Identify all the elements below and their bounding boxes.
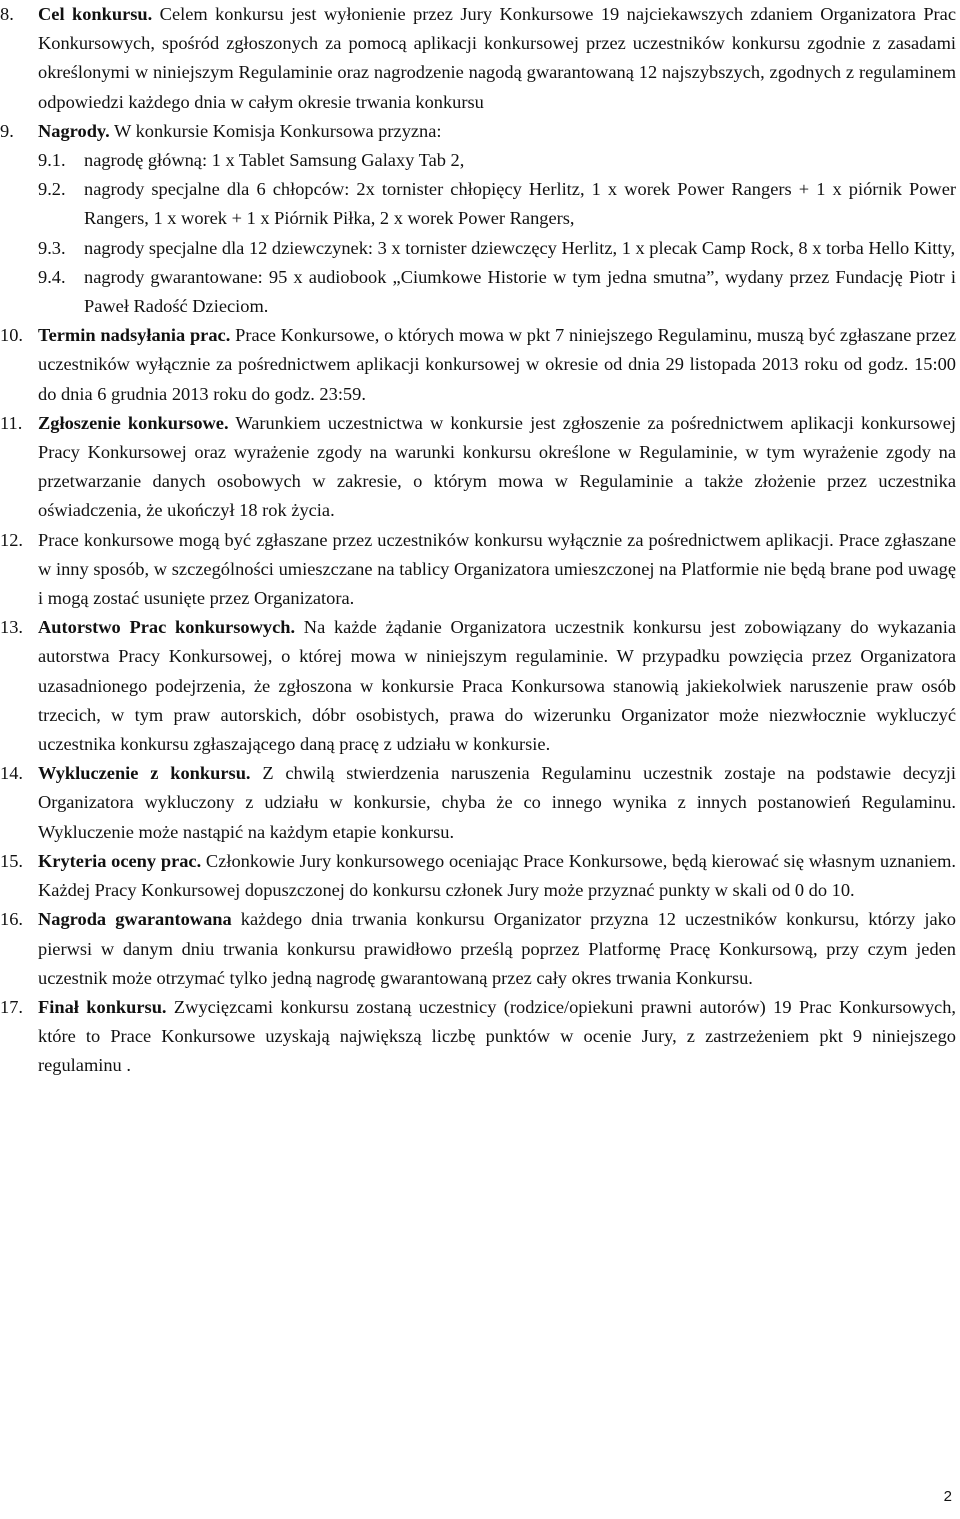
- section-text: Zwycięzcami konkursu zostaną uczestnicy (rodzice/opiekuni prawni autorów) 19 Prac Konkursowych, które to Prace Konkursowe uzyskają największą liczbę punktów w ocenie Jury, z zastrzeżeniem pkt 9 niniejszego regulaminu .: [38, 996, 956, 1076]
- section-number: 15.: [0, 850, 23, 871]
- prize-text: nagrody gwarantowane: 95 x audiobook „Ciumkowe Historie w tym jedna smutna”, wydany przez Fundację Piotr i Paweł Radość Dzieciom.: [84, 266, 956, 317]
- section-11: [0, 409, 956, 526]
- section-title: Cel konkursu.: [38, 4, 153, 24]
- prize-9-4: [0, 263, 956, 321]
- section-title: Termin nadsyłania prac.: [38, 325, 231, 346]
- section-title: Wykluczenie z konkursu.: [38, 763, 251, 784]
- prize-text: nagrodę główną: 1 x Tablet Samsung Galaxy Tab 2,: [84, 150, 465, 171]
- section-title: Nagrody.: [38, 120, 110, 141]
- section-number: 8.: [0, 4, 14, 24]
- section-8: [0, 0, 956, 117]
- section-text: Z chwilą stwierdzenia naruszenia Regulaminu uczestnik zostaje na podstawie decyzji Organizatora wykluczony z udziału w konkursie, chyba że co innego wynika z innych postanowień Regulaminu. Wykluczenie może nastąpić na każdym etapie konkursu.: [38, 763, 956, 842]
- section-number: 12.: [0, 529, 23, 550]
- prize-text: nagrody specjalne dla 6 chłopców: 2x tornister chłopięcy Herlitz, 1 x worek Power Rangers + 1 x piórnik Power Rangers, 1 x worek + 1 x Piórnik Piłka, 2 x worek Power Rangers,: [84, 179, 956, 229]
- prize-number: 9.4.: [38, 266, 66, 287]
- section-number: 11.: [0, 412, 23, 433]
- section-16: [0, 905, 956, 993]
- section-number: 14.: [0, 763, 23, 784]
- section-title: Kryteria oceny prac.: [38, 850, 202, 871]
- section-12: [0, 526, 956, 614]
- prize-number: 9.3.: [38, 237, 66, 258]
- section-15: [0, 847, 956, 905]
- section-17: [0, 993, 956, 1081]
- section-text: Celem konkursu jest wyłonienie przez Jury Konkursowe 19 najciekawszych zdaniem Organizatora Prac Konkursowych, spośród zgłoszonych za pomocą aplikacji konkursowej przez uczestników konkursu zgodnie z zasadami określonymi w niniejszym Regulaminie oraz nagrodzenie nagodą gwarantowaną 12 najszybszych, zgodnych z regulaminem odpowiedzi każdego dnia w całym okresie trwania konkursu: [38, 4, 957, 112]
- section-number: 9.: [0, 120, 14, 141]
- section-13: [0, 613, 956, 759]
- section-text: Członkowie Jury konkursowego oceniając Prace Konkursowe, będą kierować się własnym uznaniem. Każdej Pracy Konkursowej dopuszczonej do konkursu członek Jury może przyznać punkty w skali od 0 do 10.: [38, 850, 957, 901]
- section-text: Na każde żądanie Organizatora uczestnik konkursu jest zobowiązany do wykazania autorstwa Pracy Konkursowej, o której mowa w niniejszym regulaminie. W przypadku powzięcia przez Organizatora uzasadnionego podejrzenia, że zgłoszona w konkursie Praca Konkursowa stanowią jakiekolwiek naruszenie praw osób trzecich, w tym praw autorskich, dóbr osobistych, prawa do wizerunku Organizator może niezwłocznie wykluczyć uczestnika konkursu zgłaszającego daną pracę z udziału w konkursie.: [38, 617, 956, 755]
- section-title: Zgłoszenie konkursowe.: [38, 412, 229, 433]
- prize-number: 9.2.: [38, 179, 66, 200]
- prize-number: 9.1.: [38, 150, 66, 171]
- section-9: [0, 117, 956, 146]
- section-10: [0, 321, 956, 409]
- section-title: Nagroda gwarantowana: [38, 909, 232, 930]
- prize-9-3: [0, 234, 956, 263]
- section-text: każdego dnia trwania konkursu Organizator przyzna 12 uczestników konkursu, którzy jako pierwsi w danym dniu trwania konkursu prawidłowo prześlą poprzez Platformę Pracę Konkursową, przy czym jeden uczestnik może otrzymać tylko jedną nagrodę gwarantowaną przez cały okres trwania Konkursu.: [38, 909, 956, 988]
- section-title: Finał konkursu.: [38, 996, 167, 1017]
- section-text: Prace konkursowe mogą być zgłaszane przez uczestników konkursu wyłącznie za pośrednictwem aplikacji. Prace zgłaszane w inny sposób, w szczególności umieszczane na tablicy Organizatora umieszczonej na Platformie nie będą brane pod uwagę i mogą zostać usunięte przez Organizatora.: [38, 529, 956, 609]
- section-14: [0, 759, 956, 847]
- section-title: Autorstwo Prac konkursowych.: [38, 617, 296, 638]
- prize-9-2: [0, 175, 956, 233]
- page-number: 2: [943, 1488, 952, 1505]
- section-number: 13.: [0, 617, 23, 638]
- section-text: Prace Konkursowe, o których mowa w pkt 7 niniejszego Regulaminu, muszą być zgłaszane przez uczestników wyłącznie za pośrednictwem aplikacji konkursowej w okresie od dnia 29 listopada 2013 roku od godz. 15:00 do dnia 6 grudnia 2013 roku do godz. 23:59.: [38, 325, 956, 404]
- section-number: 10.: [0, 325, 23, 346]
- section-text: W konkursie Komisja Konkursowa przyzna:: [109, 120, 442, 141]
- prize-text: nagrody specjalne dla 12 dziewczynek: 3 x tornister dziewczęcy Herlitz, 1 x plecak Camp Rock, 8 x torba Hello Kitty,: [84, 237, 956, 258]
- section-text: Warunkiem uczestnictwa w konkursie jest zgłoszenie za pośrednictwem aplikacji konkursowej Pracy Konkursowej oraz wyrażenie zgody na warunki konkursu określone w Regulaminie, w tym wyrażenie zgody na przetwarzanie danych osobowych w zakresie, o którym mowa w Regulaminie a także złożenie przez uczestnika oświadczenia, że ukończył 18 rok życia.: [38, 412, 956, 521]
- section-number: 16.: [0, 909, 23, 930]
- section-number: 17.: [0, 996, 23, 1017]
- prize-9-1: [0, 146, 956, 175]
